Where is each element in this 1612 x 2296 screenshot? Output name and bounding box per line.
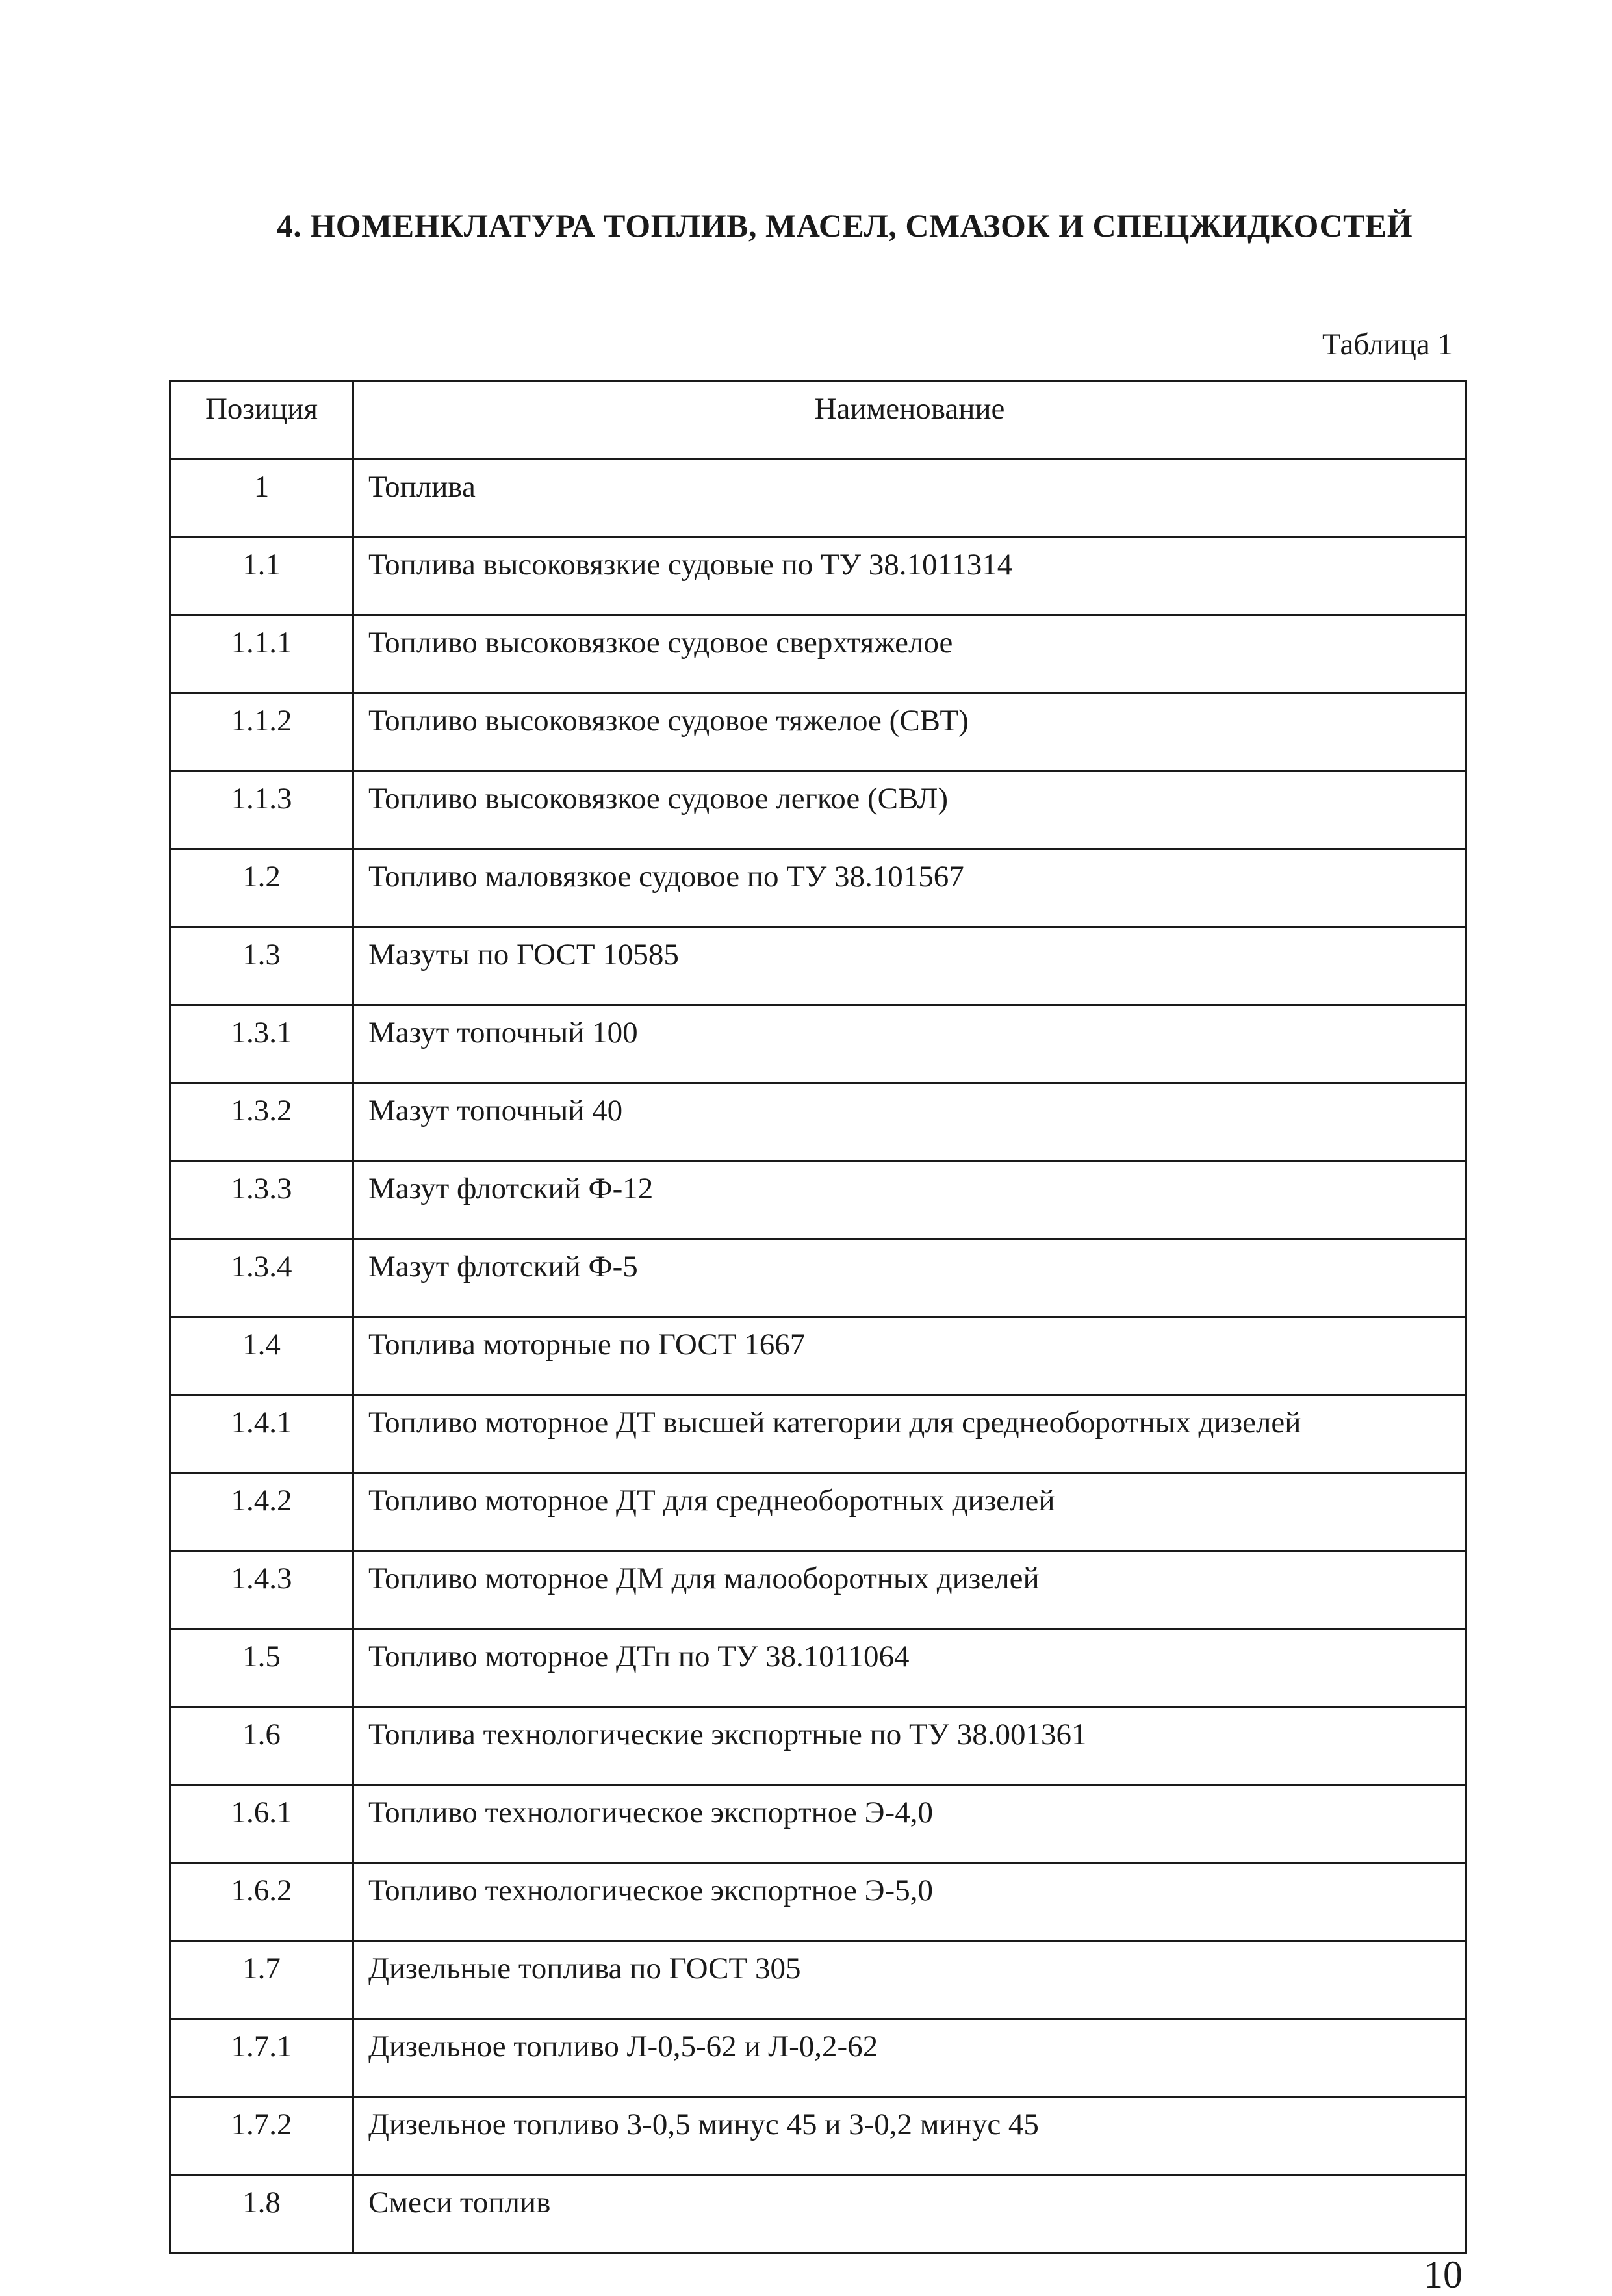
- row-name: Топливо технологическое экспортное Э-4,0: [353, 1785, 1466, 1863]
- row-name: Топливо высоковязкое судовое сверхтяжелое: [353, 615, 1466, 693]
- row-name: Топлива: [353, 459, 1466, 537]
- header-position: Позиция: [170, 381, 353, 459]
- table-row: [170, 1005, 1466, 1083]
- row-name: Смеси топлив: [353, 2175, 1466, 2253]
- row-position: 1.3.1: [170, 1005, 353, 1083]
- table-row: [170, 927, 1466, 1005]
- row-name: Мазут флотский Ф-12: [353, 1161, 1466, 1239]
- row-name: Мазут топочный 40: [353, 1083, 1466, 1161]
- row-name: Дизельное топливо 3-0,5 минус 45 и 3-0,2 минус 45: [353, 2097, 1466, 2175]
- row-name: Мазут флотский Ф-5: [353, 1239, 1466, 1317]
- row-position: 1.6.1: [170, 1785, 353, 1863]
- row-position: 1.1.2: [170, 693, 353, 771]
- table-body: [170, 459, 1466, 2253]
- row-position: 1: [170, 459, 353, 537]
- row-name: Топливо моторное ДМ для малооборотных дизелей: [353, 1551, 1466, 1629]
- table-row: [170, 1629, 1466, 1707]
- table-row: [170, 1707, 1466, 1785]
- row-position: 1.5: [170, 1629, 353, 1707]
- table-row: [170, 2019, 1466, 2097]
- table-row: [170, 849, 1466, 927]
- row-name: Дизельные топлива по ГОСТ 305: [353, 1941, 1466, 2019]
- table-header-row: [170, 381, 1466, 459]
- table-row: [170, 1395, 1466, 1473]
- table-row: [170, 1785, 1466, 1863]
- row-name: Топливо моторное ДТп по ТУ 38.1011064: [353, 1629, 1466, 1707]
- row-name: Мазут топочный 100: [353, 1005, 1466, 1083]
- row-position: 1.6: [170, 1707, 353, 1785]
- row-position: 1.8: [170, 2175, 353, 2253]
- row-position: 1.1: [170, 537, 353, 615]
- row-position: 1.7.1: [170, 2019, 353, 2097]
- row-position: 1.7.2: [170, 2097, 353, 2175]
- row-name: Топливо маловязкое судовое по ТУ 38.101567: [353, 849, 1466, 927]
- table-row: [170, 537, 1466, 615]
- row-position: 1.1.3: [170, 771, 353, 849]
- row-name: Топлива моторные по ГОСТ 1667: [353, 1317, 1466, 1395]
- header-name: Наименование: [353, 381, 1466, 459]
- table-row: [170, 1941, 1466, 2019]
- table-row: [170, 2175, 1466, 2253]
- row-name: Мазуты по ГОСТ 10585: [353, 927, 1466, 1005]
- row-name: Топливо моторное ДТ для среднеоборотных дизелей: [353, 1473, 1466, 1551]
- row-position: 1.4: [170, 1317, 353, 1395]
- row-position: 1.4.1: [170, 1395, 353, 1473]
- row-position: 1.2: [170, 849, 353, 927]
- row-name: Топливо высоковязкое судовое легкое (СВЛ): [353, 771, 1466, 849]
- table-row: [170, 2097, 1466, 2175]
- row-position: 1.3.2: [170, 1083, 353, 1161]
- table-row: [170, 615, 1466, 693]
- row-position: 1.1.1: [170, 615, 353, 693]
- row-position: 1.7: [170, 1941, 353, 2019]
- row-position: 1.3: [170, 927, 353, 1005]
- page-number: 10: [1424, 2253, 1463, 2296]
- table-row: [170, 1161, 1466, 1239]
- row-position: 1.6.2: [170, 1863, 353, 1941]
- table-row: [170, 1239, 1466, 1317]
- row-name: Топливо технологическое экспортное Э-5,0: [353, 1863, 1466, 1941]
- table-row: [170, 771, 1466, 849]
- page-title: 4. НОМЕНКЛАТУРА ТОПЛИВ, МАСЕЛ, СМАЗОК И СПЕЦЖИДКОСТЕЙ: [276, 207, 1413, 244]
- fuel-nomenclature-table: [169, 380, 1467, 2254]
- row-name: Топливо моторное ДТ высшей категории для среднеоборотных дизелей: [353, 1395, 1466, 1473]
- table-row: [170, 1551, 1466, 1629]
- row-name: Топлива технологические экспортные по ТУ 38.001361: [353, 1707, 1466, 1785]
- row-name: Топливо высоковязкое судовое тяжелое (СВТ): [353, 693, 1466, 771]
- row-position: 1.3.4: [170, 1239, 353, 1317]
- table-row: [170, 1863, 1466, 1941]
- row-name: Топлива высоковязкие судовые по ТУ 38.1011314: [353, 537, 1466, 615]
- row-position: 1.4.2: [170, 1473, 353, 1551]
- table-row: [170, 1473, 1466, 1551]
- row-position: 1.4.3: [170, 1551, 353, 1629]
- table-row: [170, 1317, 1466, 1395]
- table-row: [170, 459, 1466, 537]
- table-row: [170, 693, 1466, 771]
- row-name: Дизельное топливо Л-0,5-62 и Л-0,2-62: [353, 2019, 1466, 2097]
- table-caption: Таблица 1: [1322, 328, 1453, 361]
- table-row: [170, 1083, 1466, 1161]
- fuel-nomenclature-table-container: [169, 380, 1467, 2254]
- row-position: 1.3.3: [170, 1161, 353, 1239]
